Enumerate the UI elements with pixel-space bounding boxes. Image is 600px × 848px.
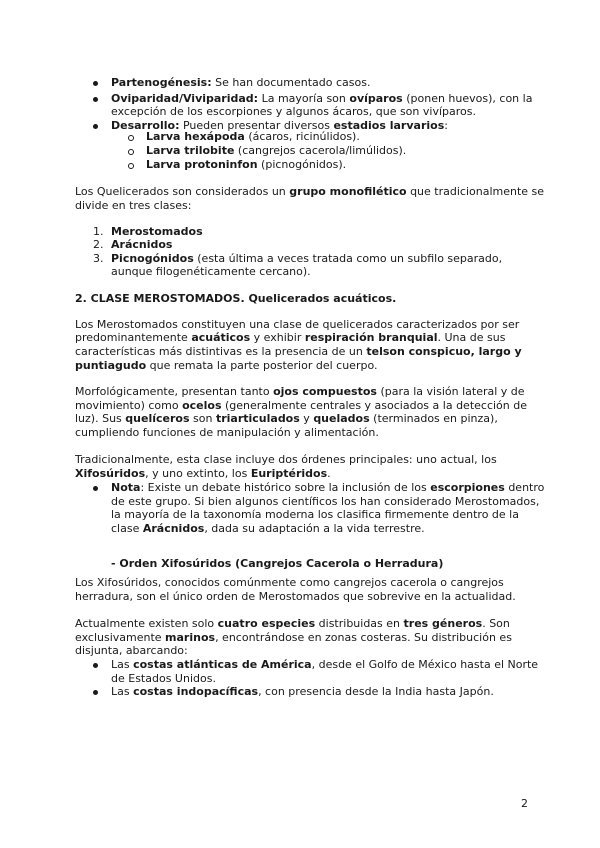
paragraph-5-line: exclusivamente marinos, encontrándose en zonas costeras. Su distribución es — [75, 631, 512, 644]
bullet — [93, 124, 98, 129]
bullet — [93, 690, 98, 695]
paragraph-3-line: Tradicionalmente, esta clase incluye dos órdenes principales: uno actual, los — [75, 453, 497, 466]
paragraph-2-line: luz). Sus quelíceros son triarticulados y quelados (terminados en pinza), — [75, 412, 498, 425]
paragraph-1-line: características más distintivas es la presencia de un telson conspicuo, largo y — [75, 345, 522, 358]
bullet — [93, 486, 98, 491]
paragraph-5-line: disjunta, abarcando: — [75, 644, 188, 657]
dist-item-indopacific: Las costas indopacíficas, con presencia desde la India hasta Japón. — [111, 685, 494, 698]
section-heading: 2. CLASE MEROSTOMADOS. Quelicerados acuáticos. — [75, 292, 397, 305]
dist-item-atlantic-cont: de Estados Unidos. — [111, 672, 216, 685]
class-item-aracnidos: Arácnidos — [111, 238, 173, 251]
note-line: Nota: Existe un debate histórico sobre la inclusión de los escorpiones dentro — [111, 481, 545, 494]
list-item-oviparidad-cont: excepción de los escorpiones y algunos ácaros, que son vivíparos. — [111, 105, 476, 118]
paragraph-5-line: Actualmente existen solo cuatro especies distribuidas en tres géneros. Son — [75, 617, 510, 630]
sub-item-larva-hexapoda: Larva hexápoda (ácaros, ricinúlidos). — [146, 130, 360, 143]
list-number: 3. — [93, 252, 104, 265]
sub-bullet — [128, 135, 134, 141]
paragraph-intro-cont: divide en tres clases: — [75, 199, 192, 212]
paragraph-intro: Los Quelicerados son considerados un grupo monofilético que tradicionalmente se — [75, 185, 545, 198]
class-item-merostomados: Merostomados — [111, 225, 203, 238]
list-item-desarrollo: Desarrollo: Pueden presentar diversos estadios larvarios: — [111, 119, 448, 132]
list-item-partenogenesis: Partenogénesis: Se han documentado casos. — [111, 76, 371, 89]
class-item-picnogonidos: Picnogónidos (esta última a veces tratada como un subfilo separado, — [111, 252, 503, 265]
paragraph-2-line: Morfológicamente, presentan tanto ojos compuestos (para la visión lateral y de — [75, 385, 525, 398]
page-number: 2 — [521, 797, 528, 810]
paragraph-4-line: Los Xifosúridos, conocidos comúnmente como cangrejos cacerola o cangrejos — [75, 576, 504, 589]
bullet — [93, 97, 98, 102]
paragraph-2-line: movimiento) como ocelos (generalmente centrales y asociados a la detección de — [75, 399, 527, 412]
bullet — [93, 81, 98, 86]
note-line: de este grupo. Si bien algunos científicos los han considerado Merostomados, — [111, 495, 540, 508]
sub-item-larva-protoninfon: Larva protoninfon (picnogónidos). — [146, 158, 347, 171]
paragraph-4-line: herradura, son el único orden de Merostomados que sobrevive en la actualidad. — [75, 590, 516, 603]
sub-bullet — [128, 163, 134, 169]
paragraph-2-line: cumpliendo funciones de manipulación y alimentación. — [75, 426, 379, 439]
note-line: clase Arácnidos, dada su adaptación a la vida terrestre. — [111, 522, 425, 535]
paragraph-1-line: puntiagudo que remata la parte posterior del cuerpo. — [75, 359, 378, 372]
subsection-heading: - Orden Xifosúridos (Cangrejos Cacerola o Herradura) — [111, 557, 444, 570]
sub-item-larva-trilobite: Larva trilobite (cangrejos cacerola/limúlidos). — [146, 144, 407, 157]
list-number: 1. — [93, 225, 104, 238]
list-number: 2. — [93, 238, 104, 251]
class-item-picnogonidos-cont: aunque filogenéticamente cercano). — [111, 265, 311, 278]
paragraph-1-line: Los Merostomados constituyen una clase de quelicerados caracterizados por ser — [75, 318, 520, 331]
paragraph-1-line: predominantemente acuáticos y exhibir respiración branquial. Una de sus — [75, 331, 506, 344]
bullet — [93, 663, 98, 668]
dist-item-atlantic: Las costas atlánticas de América, desde el Golfo de México hasta el Norte — [111, 658, 539, 671]
note-line: la mayoría de la taxonomía moderna los clasifica firmemente dentro de la — [111, 508, 519, 521]
list-item-oviparidad: Oviparidad/Viviparidad: La mayoría son ovíparos (ponen huevos), con la — [111, 92, 533, 105]
sub-bullet — [128, 149, 134, 155]
paragraph-3-line: Xifosúridos, y uno extinto, los Euriptéridos. — [75, 467, 331, 480]
